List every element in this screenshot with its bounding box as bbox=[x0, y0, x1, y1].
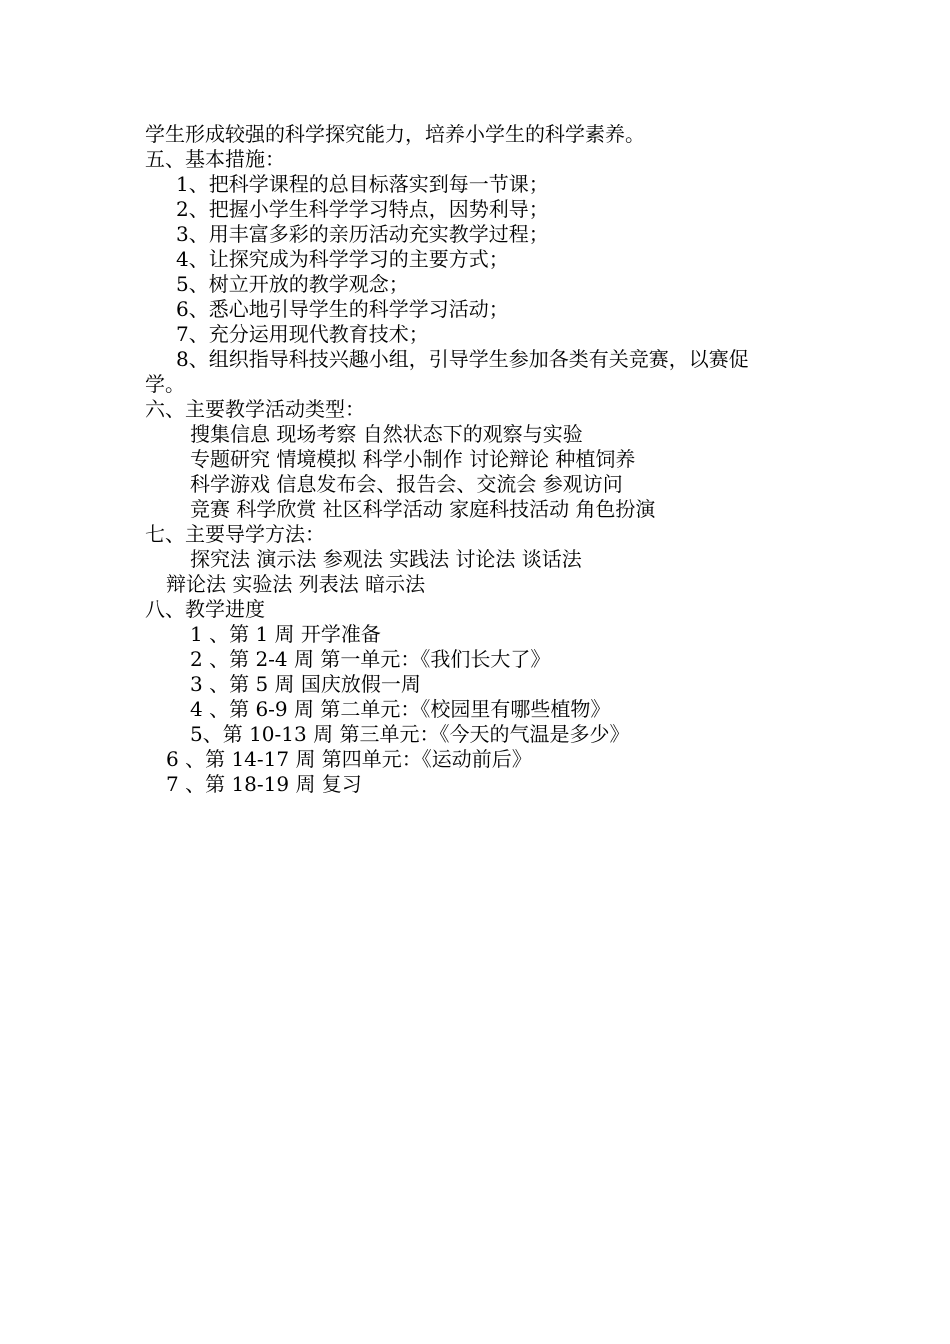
section5-item: 7、充分运用现代教育技术； bbox=[176, 322, 429, 346]
section6-heading: 六、主要教学活动类型： bbox=[145, 397, 365, 421]
section5-item: 6、悉心地引导学生的科学学习活动； bbox=[176, 297, 509, 321]
section8-heading: 八、教学进度 bbox=[145, 597, 265, 621]
section8-item: 7 、第 18-19 周 复习 bbox=[166, 772, 362, 796]
section8-item: 5、第 10-13 周 第三单元：《今天的气温是多少》 bbox=[190, 722, 630, 746]
section5-heading: 五、基本措施： bbox=[145, 147, 285, 171]
section8-item: 1 、第 1 周 开学准备 bbox=[190, 622, 381, 646]
section6-line: 竞赛 科学欣赏 社区科学活动 家庭科技活动 角色扮演 bbox=[190, 497, 656, 521]
section7-line: 辩论法 实验法 列表法 暗示法 bbox=[166, 572, 426, 596]
section5-item: 5、树立开放的教学观念； bbox=[176, 272, 409, 296]
section7-heading: 七、主要导学方法： bbox=[145, 522, 325, 546]
section7-line: 探究法 演示法 参观法 实践法 讨论法 谈话法 bbox=[190, 547, 582, 571]
section5-item: 1、把科学课程的总目标落实到每一节课； bbox=[176, 172, 549, 196]
section6-line: 搜集信息 现场考察 自然状态下的观察与实验 bbox=[190, 422, 583, 446]
section5-item: 8、组织指导科技兴趣小组，引导学生参加各类有关竞赛，以赛促 bbox=[176, 347, 749, 371]
section5-item: 3、用丰富多彩的亲历活动充实教学过程； bbox=[176, 222, 549, 246]
section5-item-wrap: 学。 bbox=[145, 372, 185, 396]
intro-tail: 学生形成较强的科学探究能力，培养小学生的科学素养。 bbox=[145, 122, 645, 146]
section8-item: 4 、第 6-9 周 第二单元：《校园里有哪些植物》 bbox=[190, 697, 611, 721]
section8-item: 2 、第 2-4 周 第一单元：《我们长大了》 bbox=[190, 647, 551, 671]
section8-item: 6 、第 14-17 周 第四单元：《运动前后》 bbox=[166, 747, 532, 771]
section5-item: 4、让探究成为科学学习的主要方式； bbox=[176, 247, 509, 271]
section8-item: 3 、第 5 周 国庆放假一周 bbox=[190, 672, 421, 696]
section5-item: 2、把握小学生科学学习特点，因势利导； bbox=[176, 197, 549, 221]
section6-line: 科学游戏 信息发布会、报告会、交流会 参观访问 bbox=[190, 472, 623, 496]
section6-line: 专题研究 情境模拟 科学小制作 讨论辩论 种植饲养 bbox=[190, 447, 636, 471]
